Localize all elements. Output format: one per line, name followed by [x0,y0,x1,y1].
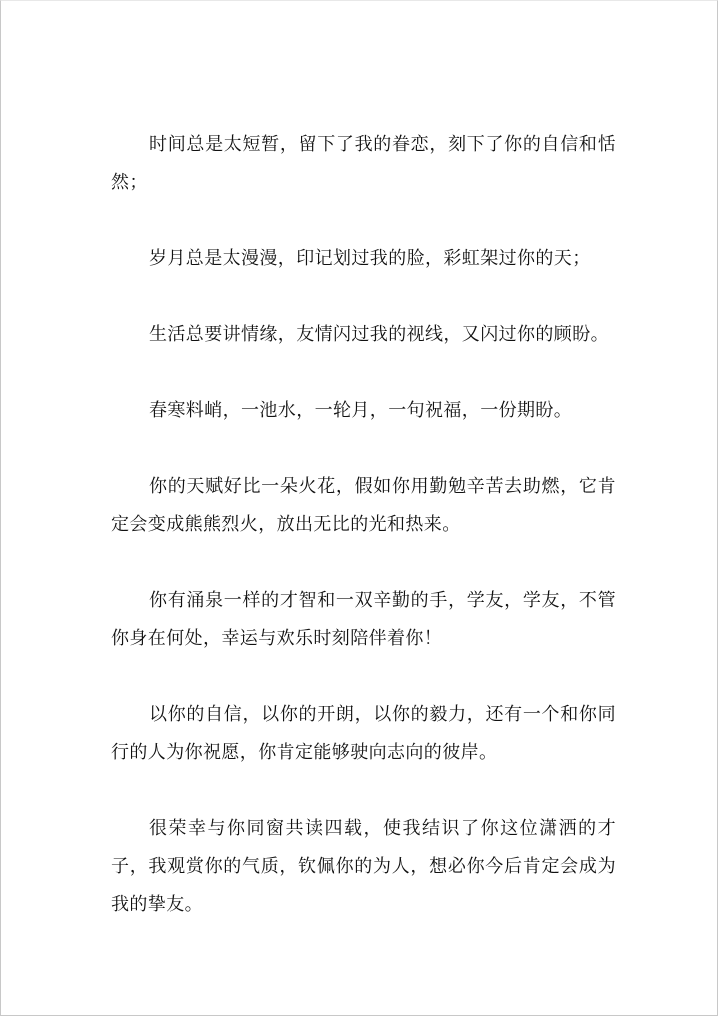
paragraph: 岁月总是太漫漫，印记划过我的脸，彩虹架过你的天； [149,248,591,269]
paragraph: 生活总要讲情缘，友情闪过我的视线，又闪过你的顾盼。 [149,324,609,345]
paragraph: 很荣幸与你同窗共读四载，使我结识了你这位潇洒的才子，我观赏你的气质，钦佩你的为人，想必你今后肯定会成为我的挚友。 [111,818,616,915]
paragraph: 你有涌泉一样的才智和一双辛勤的手，学友，学友，不管你身在何处，幸运与欢乐时刻陪伴着你！ [111,590,616,649]
paragraph: 时间总是太短暂，留下了我的眷恋，刻下了你的自信和恬然； [111,134,616,193]
paragraph: 你的天赋好比一朵火花，假如你用勤勉辛苦去助燃，它肯定会变成熊熊烈火，放出无比的光和热来。 [111,476,616,535]
paragraph: 以你的自信，以你的开朗，以你的毅力，还有一个和你同行的人为你祝愿，你肯定能够驶向志向的彼岸。 [111,704,616,763]
paragraph: 春寒料峭，一池水，一轮月，一句祝福，一份期盼。 [149,400,573,421]
document-body [111,126,616,962]
